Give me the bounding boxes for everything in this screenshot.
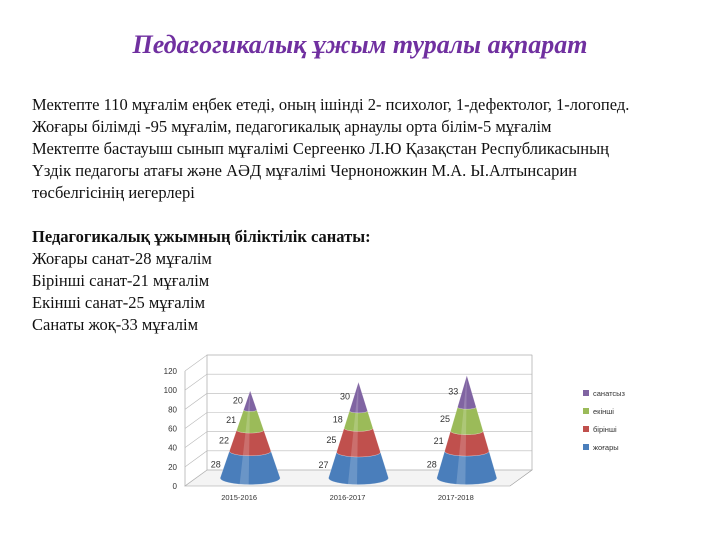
data-label: 27 bbox=[318, 460, 329, 471]
y-tick-label: 100 bbox=[163, 386, 177, 396]
data-label: 22 bbox=[219, 435, 230, 446]
qualification-line: Жоғары санат-28 мұғалім bbox=[32, 249, 212, 268]
intro-text bbox=[32, 94, 702, 204]
legend-label: екінші bbox=[593, 407, 614, 416]
qualification-line: Екінші санат-25 мұғалім bbox=[32, 293, 206, 312]
data-label: 28 bbox=[426, 459, 437, 470]
qualification-section bbox=[32, 226, 532, 336]
legend-label: жоғары bbox=[593, 443, 619, 452]
data-label: 21 bbox=[226, 415, 237, 426]
data-label: 33 bbox=[448, 386, 459, 397]
data-label: 18 bbox=[332, 414, 343, 425]
data-label: 25 bbox=[326, 435, 337, 446]
y-tick-label: 0 bbox=[172, 482, 177, 491]
page-title: Педагогикалық ұжым туралы ақпарат bbox=[132, 30, 588, 59]
gridline bbox=[185, 355, 532, 371]
cone-segment-санатсыз bbox=[350, 382, 368, 413]
x-tick-label: 2015-2016 bbox=[221, 493, 258, 502]
legend-swatch-екінші bbox=[583, 408, 589, 414]
qualification-line: Бірінші санат-21 мұғалім bbox=[32, 271, 210, 290]
y-tick-label: 40 bbox=[168, 443, 177, 453]
legend-swatch-бірінші bbox=[583, 426, 589, 432]
y-tick-label: 60 bbox=[168, 424, 177, 434]
cone-segment-бірінші bbox=[337, 428, 381, 457]
cone-segment-санатсыз bbox=[458, 375, 477, 409]
x-tick-label: 2016-2017 bbox=[329, 493, 366, 502]
intro-line: төсбелгісінің иегерлері bbox=[32, 183, 195, 202]
y-tick-label: 80 bbox=[168, 405, 177, 415]
data-label: 30 bbox=[339, 391, 350, 402]
y-tick-label: 120 bbox=[163, 367, 177, 376]
qualification-line: Санаты жоқ-33 мұғалім bbox=[32, 315, 199, 334]
cone-chart bbox=[145, 345, 665, 517]
cone-segment-екінші bbox=[344, 411, 373, 431]
legend-label: санатсыз bbox=[593, 389, 625, 398]
cone-segment-екінші bbox=[237, 410, 264, 433]
qualification-heading: Педагогикалық ұжымның біліктілік санаты: bbox=[32, 227, 371, 246]
data-label: 25 bbox=[440, 414, 451, 425]
cone-segment-екінші bbox=[451, 407, 484, 435]
intro-line: Жоғары білімді -95 мұғалім, педагогикалық арнаулы орта білім-5 мұғалім bbox=[32, 117, 552, 136]
data-label: 20 bbox=[232, 395, 243, 406]
legend-swatch-санатсыз bbox=[583, 390, 589, 396]
data-label: 21 bbox=[433, 436, 444, 447]
legend-label: бірінші bbox=[593, 425, 617, 434]
y-tick-label: 20 bbox=[168, 462, 177, 472]
intro-line: Үздік педагогы атағы және АӘД мұғалімі Черноножкин М.А. Ы.Алтынсарин bbox=[32, 161, 577, 180]
data-label: 28 bbox=[210, 459, 221, 470]
intro-line: Мектепте бастауыш сынып мұғалімі Сергеенко Л.Ю Қазақстан Республикасының bbox=[32, 139, 610, 158]
x-tick-label: 2017-2018 bbox=[437, 493, 474, 502]
cone-segment-жоғары bbox=[220, 451, 280, 484]
intro-line: Мектепте 110 мұғалім еңбек етеді, оның ішінді 2- психолог, 1-дефектолог, 1-логопед. bbox=[32, 95, 630, 114]
cone-segment-санатсыз bbox=[244, 391, 257, 412]
legend-swatch-жоғары bbox=[583, 444, 589, 450]
cone-segment-бірінші bbox=[229, 430, 271, 456]
